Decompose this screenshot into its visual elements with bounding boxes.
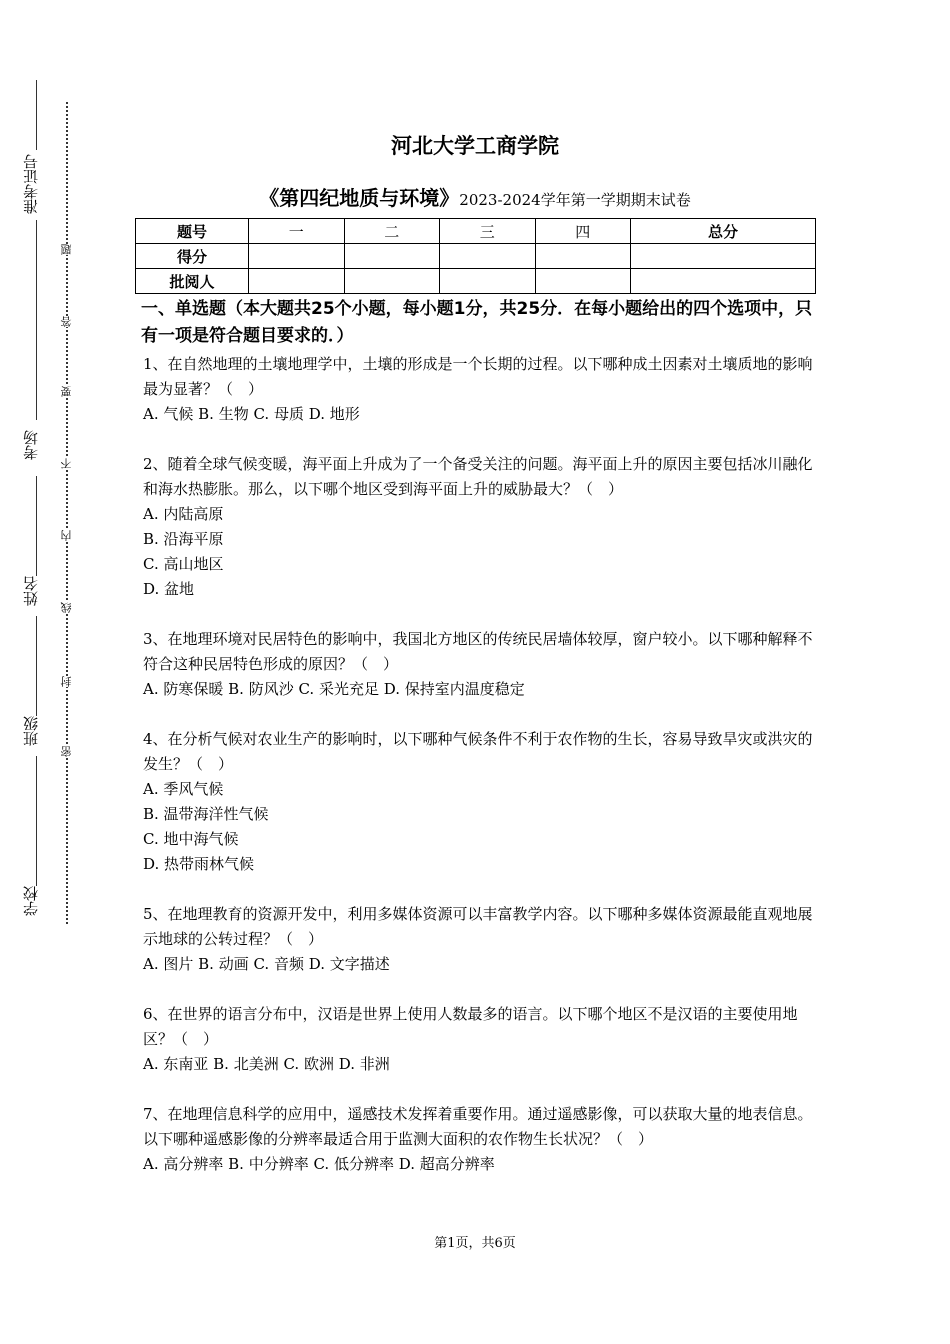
course-name: 《第四纪地质与环境》 <box>259 186 460 210</box>
score-row <box>136 244 816 269</box>
seal-char: 要 <box>60 386 73 397</box>
seal-char: 答 <box>60 316 73 327</box>
exam-id-label: 准考证号 <box>22 154 40 214</box>
exam-content <box>143 296 813 1202</box>
col-header: 总分 <box>631 219 816 244</box>
score-cell[interactable] <box>344 244 440 269</box>
question-stem: 4、在分析气候对农业生产的影响时，以下哪种气候条件不利于农作物的生长，容易导致旱灾或洪灾的发生？（ ） <box>143 730 813 773</box>
col-header: 二 <box>344 219 440 244</box>
reviewer-row <box>136 269 816 294</box>
option-a: A. 季风气候 <box>143 780 224 798</box>
col-header: 三 <box>440 219 536 244</box>
question <box>143 902 813 977</box>
name-label: 姓名 <box>22 576 40 606</box>
question <box>143 352 813 427</box>
score-table-header-row <box>136 219 816 244</box>
score-cell[interactable] <box>249 244 345 269</box>
question-stem: 3、在地理环境对民居特色的影响中，我国北方地区的传统民居墙体较厚，窗户较小。以下哪种解释不符合这种民居特色形成的原因？（ ） <box>143 630 813 673</box>
question <box>143 627 813 702</box>
reviewer-cell[interactable] <box>535 269 631 294</box>
exam-subtitle <box>0 182 950 211</box>
question-stem: 1、在自然地理的土壤地理学中，土壤的形成是一个长期的过程。以下哪种成土因素对土壤质地的影响最为显著？（ ） <box>143 355 813 398</box>
seal-char: 封 <box>60 676 73 687</box>
binding-line <box>36 756 37 886</box>
score-cell[interactable] <box>440 244 536 269</box>
row-header: 得分 <box>136 244 249 269</box>
section-title: 一、单选题（本大题共25个小题，每小题1分，共25分．在每小题给出的四个选项中，只有一项是符合题目要求的．） <box>141 299 813 346</box>
seal-dotted-line <box>66 102 68 924</box>
col-header: 一 <box>249 219 345 244</box>
question-options: A. 防寒保暖 B. 防风沙 C. 采光充足 D. 保持室内温度稳定 <box>143 680 525 698</box>
question-stem: 6、在世界的语言分布中，汉语是世界上使用人数最多的语言。以下哪个地区不是汉语的主要使用地区？（ ） <box>143 1005 798 1048</box>
option-d: D. 盆地 <box>143 580 195 598</box>
reviewer-cell[interactable] <box>631 269 816 294</box>
binding-line <box>36 476 37 576</box>
seal-char: 不 <box>60 458 73 469</box>
option-d: D. 热带雨林气候 <box>143 855 255 873</box>
seal-char: 线 <box>60 602 73 613</box>
option-c: C. 地中海气候 <box>143 830 239 848</box>
question <box>143 1102 813 1177</box>
school-title: 河北大学工商学院 <box>391 134 559 158</box>
option-b: B. 温带海洋性气候 <box>143 805 269 823</box>
question-stem: 7、在地理信息科学的应用中，遥感技术发挥着重要作用。通过遥感影像，可以获取大量的地表信息。以下哪种遥感影像的分辨率最适合用于监测大面积的农作物生长状况？（ ） <box>143 1105 813 1148</box>
score-cell[interactable] <box>535 244 631 269</box>
term-label: 2023-2024学年第一学期期末试卷 <box>459 191 691 209</box>
page-footer: 第1页，共6页 <box>434 1236 516 1251</box>
class-label: 班级 <box>22 716 40 746</box>
col-header: 四 <box>535 219 631 244</box>
question <box>143 727 813 877</box>
option-a: A. 内陆高原 <box>143 505 224 523</box>
question-stem: 2、随着全球气候变暖，海平面上升成为了一个备受关注的问题。海平面上升的原因主要包括冰川融化和海水热膨胀。那么，以下哪个地区受到海平面上升的威胁最大？（ ） <box>143 455 813 498</box>
option-b: B. 沿海平原 <box>143 530 224 548</box>
school-label: 学校 <box>22 886 40 916</box>
col-header: 题号 <box>136 219 249 244</box>
question <box>143 452 813 602</box>
reviewer-cell[interactable] <box>440 269 536 294</box>
question-options: A. 气候 B. 生物 C. 母质 D. 地形 <box>143 405 360 423</box>
option-c: C. 高山地区 <box>143 555 224 573</box>
seal-char: 题 <box>60 244 73 255</box>
seal-char: 内 <box>60 530 73 541</box>
question-options: A. 高分辨率 B. 中分辨率 C. 低分辨率 D. 超高分辨率 <box>143 1155 495 1173</box>
exam-room-label: 考场 <box>22 430 40 460</box>
question-stem: 5、在地理教育的资源开发中，利用多媒体资源可以丰富教学内容。以下哪种多媒体资源最能直观地展示地球的公转过程？（ ） <box>143 905 813 948</box>
question-options: A. 东南亚 B. 北美洲 C. 欧洲 D. 非洲 <box>143 1055 390 1073</box>
score-cell[interactable] <box>631 244 816 269</box>
question-options: A. 图片 B. 动画 C. 音频 D. 文字描述 <box>143 955 390 973</box>
reviewer-cell[interactable] <box>249 269 345 294</box>
binding-line <box>36 220 37 420</box>
seal-char: 密 <box>60 746 73 757</box>
binding-line <box>36 616 37 716</box>
reviewer-cell[interactable] <box>344 269 440 294</box>
row-header: 批阅人 <box>136 269 249 294</box>
question <box>143 1002 813 1077</box>
score-table <box>135 218 816 294</box>
